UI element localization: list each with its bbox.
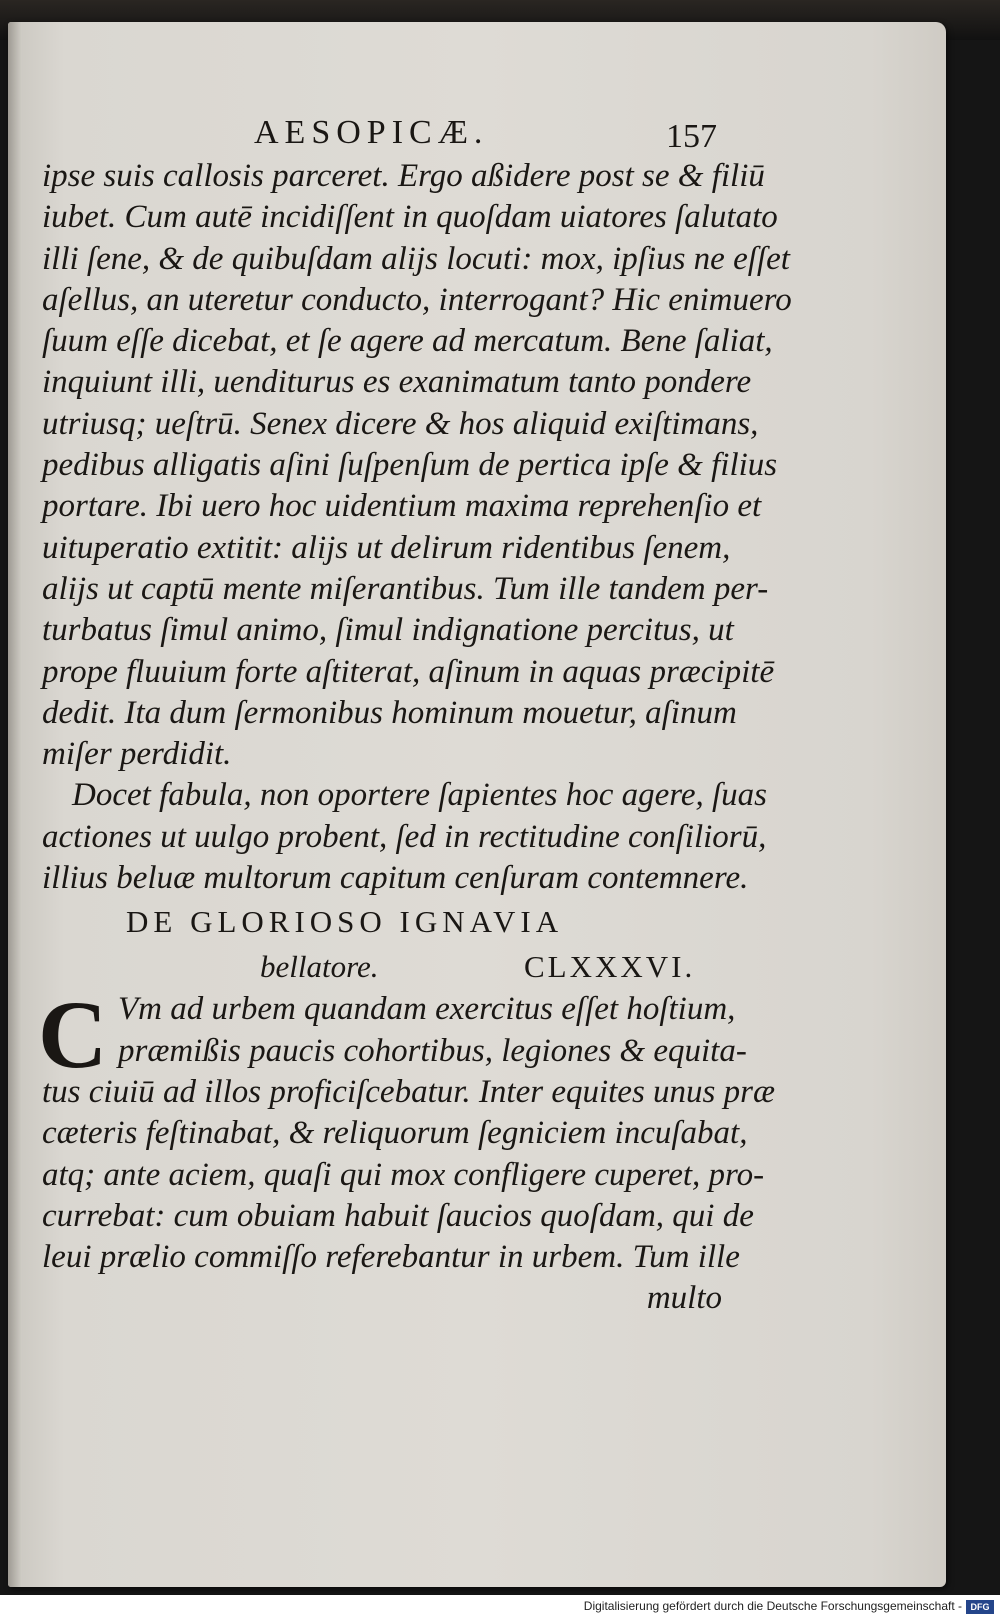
text-line: Vm ad urbem quandam exercitus eſſet hoſtium, [118, 991, 736, 1028]
text-line: præmißis paucis cohortibus, legiones & equita- [118, 1032, 747, 1069]
fable-subheading [42, 944, 742, 989]
page-gutter [8, 22, 22, 1587]
footer-credit: Digitalisierung gefördert durch die Deutsche Forschungsgemeinschaft - [583, 1599, 962, 1613]
text-line: prope fluuium forte aſtiterat, aſinum in aquas præcipitē [42, 653, 775, 690]
text-line: iubet. Cum autē incidiſſent in quoſdam uiatores ſalutato [42, 199, 778, 236]
text-line: illi ſene, & de quibuſdam alijs locuti: mox, ipſius ne eſſet [42, 240, 790, 277]
dfg-logo-icon: DFG [966, 1600, 994, 1614]
text-line: cæteris feſtinabat, & reliquorum ſegniciem incuſabat, [42, 1115, 748, 1152]
drop-cap: C [38, 981, 108, 1089]
text-line: dedit. Ita dum ſermonibus hominum mouetur, aſinum [42, 694, 737, 731]
text-line: illius beluæ multorum capitum cenſuram contemnere. [42, 860, 749, 897]
page-number: 157 [666, 118, 717, 155]
text-block [38, 92, 792, 1320]
catchword: multo [646, 1280, 722, 1317]
fable-subheading-text: bellatore. [260, 949, 379, 985]
text-line: Docet fabula, non oportere ſapientes hoc agere, ſuas [72, 777, 768, 814]
footer-bar [0, 1595, 1000, 1620]
text-line: turbatus ſimul animo, ſimul indignatione percitus, ut [42, 612, 734, 649]
text-line: atq; ante aciem, quaſi qui mox confligere cuperet, pro- [42, 1156, 765, 1193]
book-page [8, 22, 946, 1587]
running-title: AESOPICÆ. [254, 114, 489, 151]
text-line: uituperatio extitit: alijs ut delirum ridentibus ſenem, [42, 529, 731, 566]
text-line: ipse suis callosis parceret. Ergo aßidere post se & filiū [42, 158, 765, 194]
text-line: alijs ut captū mente miſerantibus. Tum ille tandem per- [42, 570, 769, 607]
text-line: portare. Ibi uero hoc uidentium maxima reprehenſio et [42, 488, 762, 525]
text-line: tus ciuiū ad illos proficiſcebatur. Inter equites unus præ [42, 1073, 775, 1110]
text-line: actiones ut uulgo probent, ſed in rectitudine conſiliorū, [42, 818, 767, 855]
text-line: pedibus alligatis aſini ſuſpenſum de pertica ipſe & filius [42, 447, 778, 484]
fable-number: CLXXXVI. [524, 949, 696, 985]
text-line: utriusq; ueſtrū. Senex dicere & hos aliquid exiſtimans, [42, 405, 759, 442]
fable-body [38, 981, 775, 1319]
text-line: leui prælio commiſſo referebantur in urbem. Tum ille [42, 1239, 740, 1276]
text-line: inquiunt illi, uenditurus es exanimatum tanto pondere [42, 364, 752, 401]
text-line: miſer perdidit. [42, 736, 232, 773]
moral-paragraph [42, 775, 768, 899]
text-line: currebat: cum obuiam habuit ſaucios quoſdam, qui de [42, 1197, 754, 1234]
paragraph-1 [42, 156, 792, 775]
text-line: ſuum eſſe dicebat, et ſe agere ad mercatum. Bene ſaliat, [42, 323, 773, 360]
running-head [42, 92, 742, 156]
fable-heading: DE GLORIOSO IGNAVIA [126, 904, 564, 940]
text-line: aſellus, an uteretur conducto, interrogant? Hic enimuero [42, 281, 792, 318]
